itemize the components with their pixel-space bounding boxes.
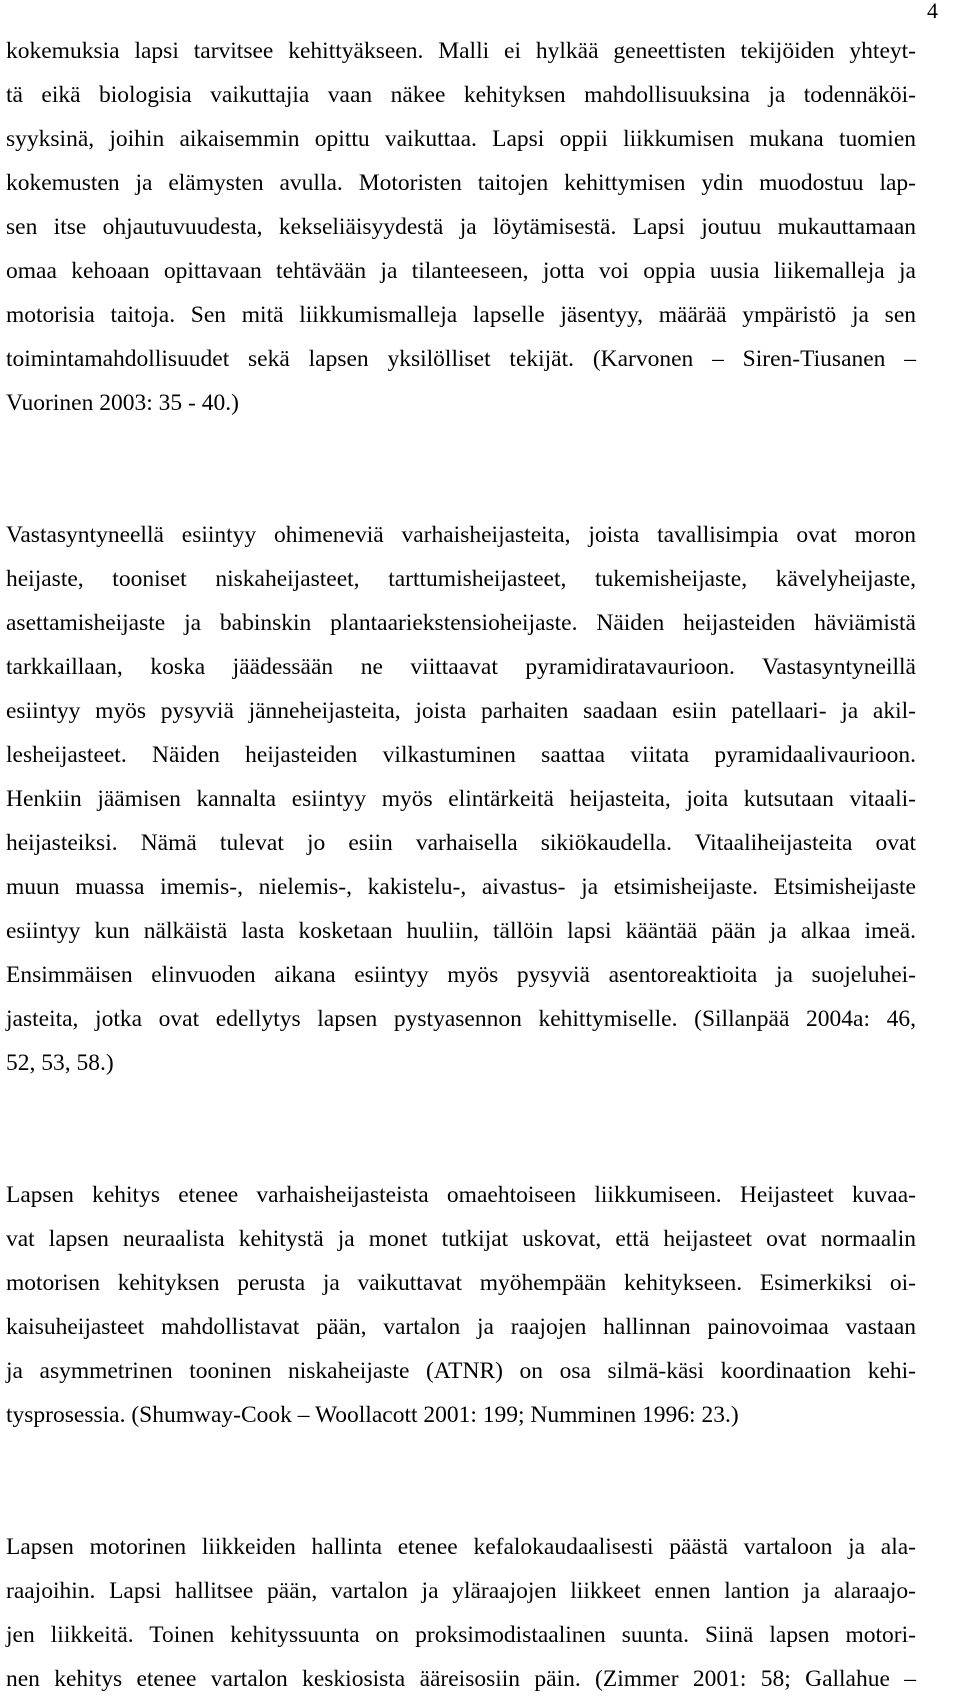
paragraph-spacer	[6, 1085, 916, 1173]
text-line: ja asymmetrinen tooninen niskaheijaste (ATNR) on osa silmä-käsi koordinaation kehi-	[6, 1358, 916, 1384]
text-line: kokemusten ja elämysten avulla. Motoristen taitojen kehittymisen ydin muodostuu lap-	[6, 170, 916, 196]
text-line: Henkiin jäämisen kannalta esiintyy myös elintärkeitä heijasteita, joita kutsutaan vitaali-	[6, 786, 916, 812]
text-line: nen kehitys etenee vartalon keskiosista ääreisosiin päin. (Zimmer 2001: 58; Gallahue –	[6, 1666, 916, 1692]
text-line: esiintyy kun nälkäistä lasta kosketaan huuliin, tällöin lapsi kääntää pään ja alkaa imeä.	[6, 918, 916, 944]
text-line: 52, 53, 58.)	[6, 1050, 114, 1076]
text-line: syyksinä, joihin aikaisemmin opittu vaikuttaa. Lapsi oppii liikkumisen mukana tuomien	[6, 126, 916, 152]
paragraph-spacer	[6, 1437, 916, 1525]
text-line: kaisuheijasteet mahdollistavat pään, vartalon ja raajojen hallinnan painovoimaa vastaan	[6, 1314, 916, 1340]
text-line: kokemuksia lapsi tarvitsee kehittyäkseen. Malli ei hylkää geneettisten tekijöiden yhteyt-	[6, 38, 916, 64]
paragraph	[6, 1173, 916, 1437]
text-line: toimintamahdollisuudet sekä lapsen yksilölliset tekijät. (Karvonen – Siren-Tiusanen –	[6, 346, 916, 372]
text-line: raajoihin. Lapsi hallitsee pään, vartalon ja yläraajojen liikkeet ennen lantion ja alaraajo-	[6, 1578, 916, 1604]
paragraph	[6, 29, 916, 425]
text-line: Lapsen kehitys etenee varhaisheijasteista omaehtoiseen liikkumiseen. Heijasteet kuvaa-	[6, 1182, 916, 1208]
text-line: Vastasyntyneellä esiintyy ohimeneviä varhaisheijasteita, joista tavallisimpia ovat moron	[6, 522, 916, 548]
text-line: muun muassa imemis-, nielemis-, kakistelu-, aivastus- ja etsimisheijaste. Etsimisheijaste	[6, 874, 916, 900]
text-line: heijasteiksi. Nämä tulevat jo esiin varhaisella sikiökaudella. Vitaaliheijasteita ovat	[6, 830, 916, 856]
text-line: tarkkaillaan, koska jäädessään ne viittaavat pyramidiratavaurioon. Vastasyntyneillä	[6, 654, 916, 680]
paragraph	[6, 1525, 916, 1701]
page-number: 4	[927, 0, 938, 23]
text-line: motorisen kehityksen perusta ja vaikuttavat myöhempään kehitykseen. Esimerkiksi oi-	[6, 1270, 916, 1296]
page-body	[6, 29, 916, 1701]
text-line: Lapsen motorinen liikkeiden hallinta etenee kefalokaudaalisesti päästä vartaloon ja ala-	[6, 1534, 916, 1560]
text-line: omaa kehoaan opittavaan tehtävään ja tilanteeseen, jotta voi oppia uusia liikemalleja ja	[6, 258, 916, 284]
text-line: lesheijasteet. Näiden heijasteiden vilkastuminen saattaa viitata pyramidaalivaurioon.	[6, 742, 916, 768]
paragraph	[6, 513, 916, 1085]
text-line: Vuorinen 2003: 35 - 40.)	[6, 390, 239, 416]
text-line: vat lapsen neuraalista kehitystä ja monet tutkijat uskovat, että heijasteet ovat normaalin	[6, 1226, 916, 1252]
text-line: jasteita, jotka ovat edellytys lapsen pystyasennon kehittymiselle. (Sillanpää 2004a: 46,	[6, 1006, 916, 1032]
paragraph-spacer	[6, 425, 916, 513]
text-line: esiintyy myös pysyviä jänneheijasteita, joista parhaiten saadaan esiin patellaari- ja akil-	[6, 698, 916, 724]
text-line: heijaste, tooniset niskaheijasteet, tarttumisheijasteet, tukemisheijaste, kävelyheijaste,	[6, 566, 916, 592]
text-line: jen liikkeitä. Toinen kehityssuunta on proksimodistaalinen suunta. Siinä lapsen motori-	[6, 1622, 916, 1648]
text-line: asettamisheijaste ja babinskin plantaariekstensioheijaste. Näiden heijasteiden häviämistä	[6, 610, 916, 636]
text-line: tä eikä biologisia vaikuttajia vaan näkee kehityksen mahdollisuuksina ja todennäköi-	[6, 82, 916, 108]
text-line: tysprosessia. (Shumway-Cook – Woollacott 2001: 199; Numminen 1996: 23.)	[6, 1402, 739, 1428]
text-line: motorisia taitoja. Sen mitä liikkumismalleja lapselle jäsentyy, määrää ympäristö ja sen	[6, 302, 916, 328]
text-line: Ensimmäisen elinvuoden aikana esiintyy myös pysyviä asentoreaktioita ja suojeluhei-	[6, 962, 916, 988]
text-line: sen itse ohjautuvuudesta, kekseliäisyydestä ja löytämisestä. Lapsi joutuu mukauttamaan	[6, 214, 916, 240]
